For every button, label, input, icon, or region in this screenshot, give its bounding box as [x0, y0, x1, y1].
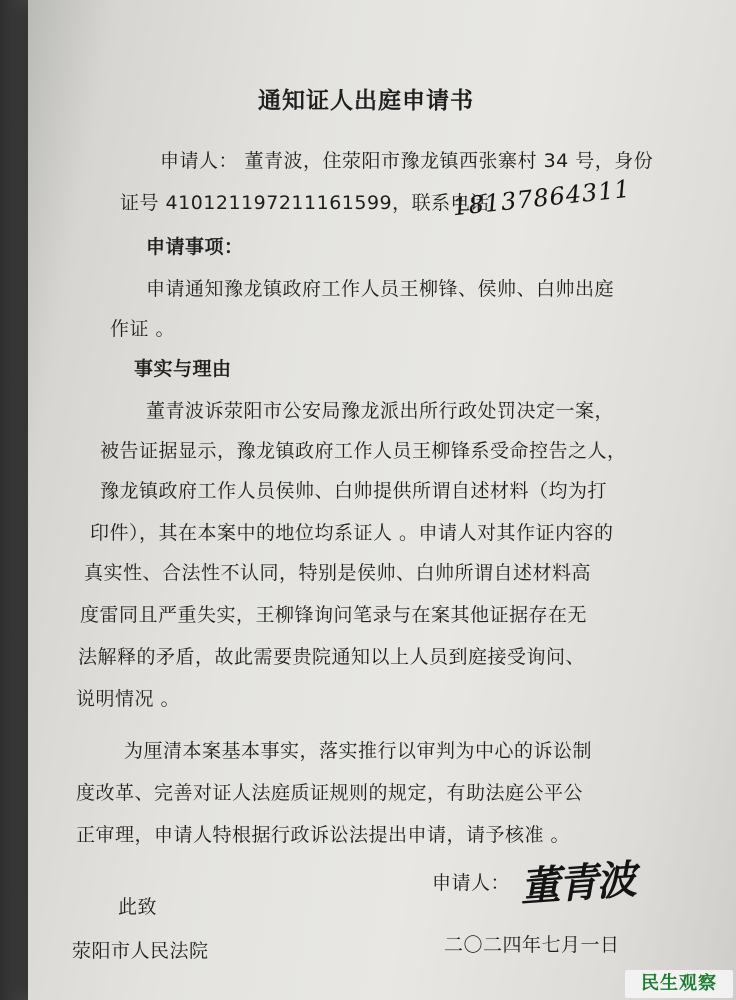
- closing-salutation: 此致: [118, 896, 158, 918]
- facts-line: 被告证据显示，豫龙镇政府工作人员王柳锋系受命控告之人，: [100, 440, 627, 462]
- facts-line: 豫龙镇政府工作人员侯帅、白帅提供所谓自述材料（均为打: [100, 480, 608, 502]
- phone-handwritten: 18137864311: [451, 174, 632, 222]
- signature-handwritten: 董青波: [518, 856, 636, 911]
- applicant-line-2: 证号 410121197211161599，联系电话: [120, 192, 490, 214]
- facts-line: 真实性、合法性不认同，特别是侯帅、白帅所谓自述材料高: [84, 562, 592, 584]
- facts-line: 印件），其在本案中的地位均系证人 。申请人对其作证内容的: [90, 522, 614, 544]
- request-line-1: 申请通知豫龙镇政府工作人员王柳锋、侯帅、白帅出庭: [146, 278, 615, 300]
- request-heading: 申请事项：: [146, 236, 244, 258]
- request-line-2: 作证 。: [110, 318, 176, 340]
- watermark-logo: 民生观察: [625, 970, 733, 998]
- reason-line: 为厘清本案基本事实，落实推行以审判为中心的诉讼制: [124, 740, 593, 762]
- court-name: 荥阳市人民法院: [72, 940, 209, 962]
- facts-line: 说明情况 。: [76, 688, 181, 710]
- applicant-line-1: 申请人： 董青波，住荥阳市豫龙镇西张寨村 34 号，身份: [160, 150, 654, 172]
- reason-line: 度改革、完善对证人法庭质证规则的规定，有助法庭公平公: [76, 782, 584, 804]
- facts-line: 法解释的矛盾，故此需要贵院通知以上人员到庭接受询问、: [78, 646, 586, 668]
- facts-line: 度雷同且严重失实，王柳锋询问笔录与在案其他证据存在无: [80, 604, 588, 626]
- facts-heading: 事实与理由: [134, 358, 232, 380]
- facts-line: 董青波诉荥阳市公安局豫龙派出所行政处罚决定一案，: [146, 400, 615, 422]
- date: 二〇二四年七月一日: [444, 934, 620, 956]
- signature-label: 申请人：: [432, 872, 511, 894]
- reason-line: 正审理，申请人特根据行政诉讼法提出申请，请予核准 。: [76, 824, 571, 846]
- document-title: 通知证人出庭申请书: [258, 88, 474, 114]
